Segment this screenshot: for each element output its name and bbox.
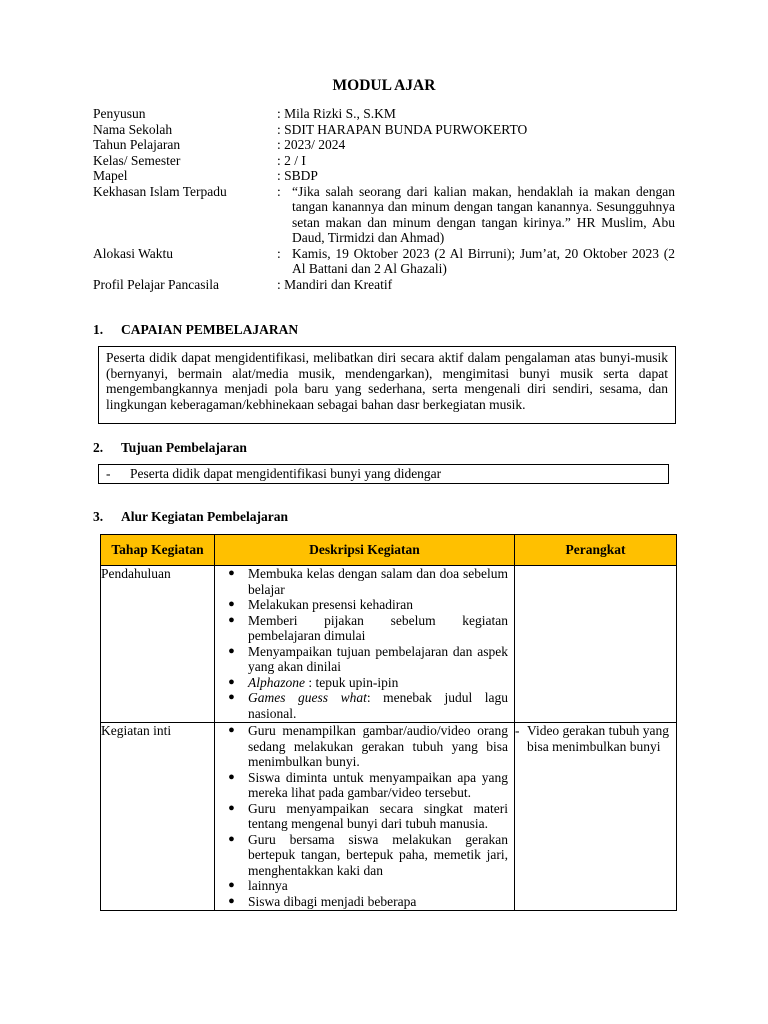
list-item xyxy=(215,566,508,597)
list-item-text: Membuka kelas dengan salam dan doa sebelum belajar xyxy=(248,566,508,597)
list-dash: - xyxy=(106,466,111,481)
activity-list xyxy=(215,723,514,910)
list-item xyxy=(215,723,508,770)
cell-perangkat xyxy=(515,723,677,911)
bullet-icon: ● xyxy=(228,879,235,891)
term-description: : menebak judul lagu nasional. xyxy=(248,690,508,721)
list-item-text: lainnya xyxy=(248,878,288,893)
bullet-icon: ● xyxy=(228,724,235,736)
info-row xyxy=(93,168,675,184)
bullet-icon: ● xyxy=(228,832,235,845)
list-item-text: Guru bersama siswa melakukan gerakan bertepuk tangan, bertepuk paha, memetik jari, menghentakkan kaki dan xyxy=(248,831,508,878)
info-value: : SBDP xyxy=(277,168,318,183)
term-description: : tepuk upin-ipin xyxy=(305,674,399,690)
perangkat-item xyxy=(515,723,676,754)
list-item-text xyxy=(248,675,508,691)
section-heading-capaian xyxy=(93,322,298,338)
info-label: Kelas/ Semester xyxy=(93,152,181,168)
page-title: MODUL AJAR xyxy=(332,77,436,94)
info-row xyxy=(93,277,675,293)
activity-list xyxy=(215,566,514,722)
section-heading-alur xyxy=(93,509,288,525)
section-number: 2. xyxy=(93,440,104,455)
activity-table xyxy=(100,534,677,911)
list-item xyxy=(215,690,508,721)
list-item xyxy=(215,894,508,910)
capaian-text: Peserta didik dapat mengidentifikasi, melibatkan diri secara aktif dalam pengalaman atas bunyi-musik (bernyanyi, bermain alat/media musik, mendengarkan), mengimitasi bunyi musik serta dapat mengembangkannya menjadi pola baru yang sederhana, serta mengenali diri sendiri, sesama, dan lingkungan keberagaman/kebhinekaan sebagai bahan dasr berkegiatan musik. xyxy=(106,350,668,412)
capaian-box xyxy=(98,346,676,424)
module-info xyxy=(93,106,675,292)
bullet-icon: ● xyxy=(228,613,235,626)
info-label: Penyusun xyxy=(93,106,146,121)
info-row xyxy=(93,153,675,169)
bullet-icon: ● xyxy=(228,691,235,703)
list-item xyxy=(215,675,508,691)
info-value: : Mandiri dan Kreatif xyxy=(277,276,393,292)
info-row xyxy=(93,184,675,246)
bullet-icon: ● xyxy=(228,675,235,688)
italic-term: Games guess what xyxy=(248,690,367,705)
tujuan-text: Peserta didik dapat mengidentifikasi bunyi yang didengar xyxy=(130,466,442,481)
info-value: : Mila Rizki S., S.KM xyxy=(277,106,396,121)
info-row xyxy=(93,122,675,138)
cell-tahap: Kegiatan inti xyxy=(101,723,215,911)
list-item-text: Melakukan presensi kehadiran xyxy=(248,597,413,612)
bullet-icon: ● xyxy=(228,801,235,814)
list-item xyxy=(215,597,508,613)
section-title: CAPAIAN PEMBELAJARAN xyxy=(121,322,299,337)
list-item-text: Memberi pijakan sebelum kegiatan pembelajaran dimulai xyxy=(248,612,508,643)
info-label: Mapel xyxy=(93,168,128,183)
list-item xyxy=(215,801,508,832)
info-label: Alokasi Waktu xyxy=(93,245,174,261)
info-colon: : xyxy=(277,245,281,261)
cell-perangkat xyxy=(515,566,677,723)
section-title: Tujuan Pembelajaran xyxy=(121,440,247,455)
header-deskripsi: Deskripsi Kegiatan xyxy=(215,535,515,566)
info-label: Profil Pelajar Pancasila xyxy=(93,276,219,292)
cell-deskripsi xyxy=(215,566,515,723)
perangkat-text: Video gerakan tubuh yang bisa menimbulkan bunyi xyxy=(527,723,670,754)
section-title: Alur Kegiatan Pembelajaran xyxy=(121,509,288,524)
header-perangkat: Perangkat xyxy=(515,535,677,566)
table-header-row xyxy=(101,535,677,566)
info-value: “Jika salah seorang dari kalian makan, hendaklah ia makan dengan tangan kanannya dan minum dengan tangan kanannya. Sesungguhnya setan makan dan minum dengan tangan kirinya.” HR Muslim, Abu Daud, Tirmidzi dan Ahmad) xyxy=(292,183,675,245)
list-item xyxy=(215,878,508,894)
bullet-icon: ● xyxy=(228,770,235,783)
bullet-icon: ● xyxy=(228,567,235,579)
info-label: Tahun Pelajaran xyxy=(93,137,181,152)
info-row xyxy=(93,137,675,153)
list-item-text: Siswa dibagi menjadi beberapa xyxy=(248,893,417,909)
bullet-icon: ● xyxy=(228,644,235,657)
bullet-icon: ● xyxy=(228,598,235,610)
list-item-text: Siswa diminta untuk menyampaikan apa yang mereka lihat pada gambar/video tersebut. xyxy=(248,769,508,800)
cell-tahap: Pendahuluan xyxy=(101,566,215,723)
table-row xyxy=(101,723,677,911)
info-value: Kamis, 19 Oktober 2023 (2 Al Birruni); Jum’at, 20 Oktober 2023 (2 Al Battani dan 2 Al Ghazali) xyxy=(292,245,675,276)
bullet-icon: ● xyxy=(228,894,235,907)
info-row xyxy=(93,246,675,277)
info-value: : SDIT HARAPAN BUNDA PURWOKERTO xyxy=(277,121,528,137)
list-item xyxy=(215,832,508,879)
info-label: Kekhasan Islam Terpadu xyxy=(93,183,227,199)
section-number: 1. xyxy=(93,322,104,337)
tujuan-box xyxy=(98,464,669,484)
list-item-text: Guru menyampaikan secara singkat materi tentang mengenal bunyi dari tubuh manusia. xyxy=(248,800,508,831)
cell-deskripsi xyxy=(215,723,515,911)
list-item xyxy=(215,770,508,801)
list-item xyxy=(215,613,508,644)
list-item xyxy=(215,644,508,675)
section-heading-tujuan xyxy=(93,440,247,456)
list-item-text xyxy=(248,690,508,721)
italic-term: Alphazone xyxy=(248,674,305,690)
list-dash: - xyxy=(515,723,520,738)
info-value: : 2023/ 2024 xyxy=(277,137,346,152)
header-tahap: Tahap Kegiatan xyxy=(101,535,215,566)
table-row xyxy=(101,566,677,723)
info-value: : 2 / I xyxy=(277,152,306,168)
info-colon: : xyxy=(277,183,281,199)
list-item-text: Menyampaikan tujuan pembelajaran dan aspek yang akan dinilai xyxy=(248,643,508,674)
list-item-text: Guru menampilkan gambar/audio/video orang sedang melakukan gerakan tubuh yang bisa menimbulkan bunyi. xyxy=(248,723,508,769)
section-number: 3. xyxy=(93,509,104,524)
info-row xyxy=(93,106,675,122)
info-label: Nama Sekolah xyxy=(93,121,173,137)
